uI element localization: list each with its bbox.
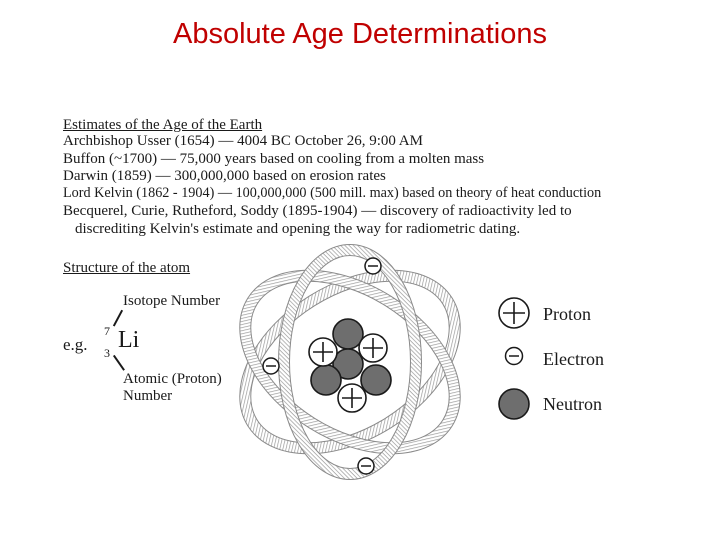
- estimate-darwin: Darwin (1859) — 300,000,000 based on erosion rates: [63, 168, 386, 184]
- legend-electron-label: Electron: [543, 349, 604, 369]
- atom-structure-heading: Structure of the atom: [63, 260, 191, 276]
- atomic-pointer-line: [113, 355, 125, 371]
- isotope-pointer-line: [113, 310, 123, 327]
- atomic-number: 3: [104, 346, 110, 360]
- legend-electron-icon: [503, 345, 525, 367]
- example-prefix: e.g.: [63, 335, 88, 354]
- estimate-becquerel: Becquerel, Curie, Rutheford, Soddy (1895-1904) — discovery of radioactivity led to: [63, 203, 572, 219]
- legend-neutron-icon: [496, 386, 532, 422]
- estimate-buffon: Buffon (~1700) — 75,000 years based on cooling from a molten mass: [63, 151, 485, 167]
- estimate-becquerel-cont: discrediting Kelvin's estimate and opening the way for radiometric dating.: [75, 221, 521, 237]
- isotope-number-label: Isotope Number: [123, 293, 221, 309]
- estimates-heading: Estimates of the Age of the Earth: [63, 117, 263, 133]
- neutron-icon: [361, 365, 391, 395]
- legend-neutron-label: Neutron: [543, 394, 602, 414]
- mass-number: 7: [104, 324, 110, 338]
- legend-proton-label: Proton: [543, 304, 592, 324]
- nucleus: [309, 319, 391, 412]
- atomic-number-label: Atomic (Proton): [123, 371, 222, 387]
- atom-diagram: [220, 240, 480, 480]
- neutron-icon: [311, 365, 341, 395]
- neutron-icon: [333, 319, 363, 349]
- estimate-usser: Archbishop Usser (1654) — 4004 BC October 26, 9:00 AM: [63, 133, 423, 149]
- estimate-kelvin: Lord Kelvin (1862 - 1904) — 100,000,000 (500 mill. max) based on theory of heat conduction: [63, 185, 602, 201]
- element-symbol: Li: [118, 327, 140, 353]
- slide-title: Absolute Age Determinations: [173, 18, 547, 50]
- legend-proton-icon: [496, 295, 532, 331]
- atomic-number-label-2: Number: [123, 388, 173, 404]
